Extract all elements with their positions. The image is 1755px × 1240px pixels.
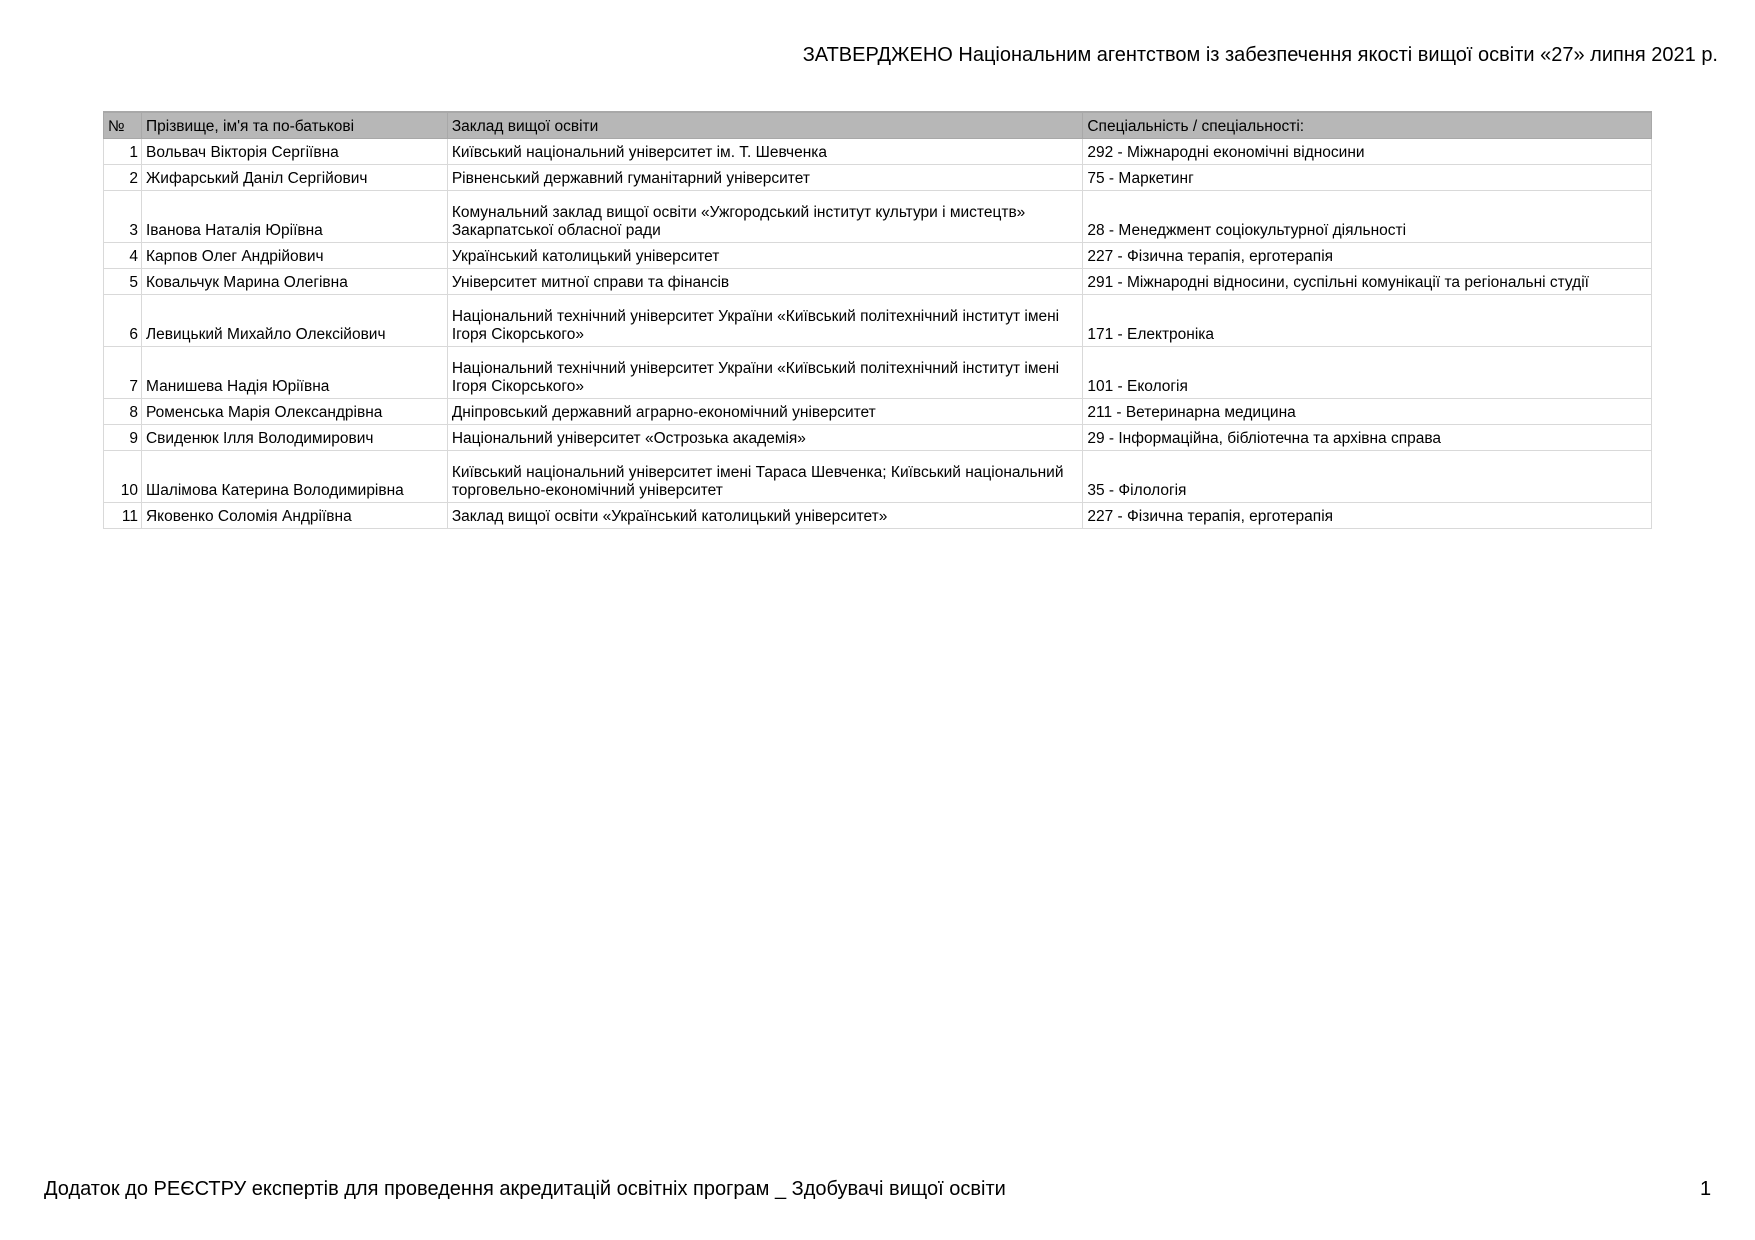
row-number: 2 [104, 165, 142, 191]
expert-name: Шалімова Катерина Володимирівна [141, 451, 447, 503]
table-header-row [104, 112, 1652, 139]
footer-caption: Додаток до РЕЄСТРУ експертів для проведення акредитацій освітніх програм _ Здобувачі вищої освіти [44, 1178, 1006, 1200]
institution: Національний університет «Острозька академія» [447, 425, 1083, 451]
table-row [104, 503, 1652, 529]
institution: Київський національний університет ім. Т. Шевченка [447, 139, 1083, 165]
expert-name: Свиденюк Ілля Володимирович [141, 425, 447, 451]
institution: Університет митної справи та фінансів [447, 269, 1083, 295]
expert-name: Жифарський Даніл Сергійович [141, 165, 447, 191]
row-number: 1 [104, 139, 142, 165]
table-row [104, 139, 1652, 165]
page-number: 1 [1700, 1178, 1712, 1200]
specialty: 28 - Менеджмент соціокультурної діяльності [1083, 191, 1652, 243]
institution: Український католицький університет [447, 243, 1083, 269]
row-number: 3 [104, 191, 142, 243]
institution: Рівненський державний гуманітарний університет [447, 165, 1083, 191]
expert-name: Роменська Марія Олександрівна [141, 399, 447, 425]
table-row [104, 269, 1652, 295]
row-number: 11 [104, 503, 142, 529]
specialty: 227 - Фізична терапія, ерготерапія [1083, 503, 1652, 529]
table-row [104, 399, 1652, 425]
row-number: 6 [104, 295, 142, 347]
expert-name: Ковальчук Марина Олегівна [141, 269, 447, 295]
row-number: 10 [104, 451, 142, 503]
specialty: 29 - Інформаційна, бібліотечна та архівна справа [1083, 425, 1652, 451]
experts-table [103, 111, 1652, 529]
institution: Дніпровський державний аграрно-економічний університет [447, 399, 1083, 425]
table-row [104, 347, 1652, 399]
column-header-number: № [104, 112, 142, 139]
row-number: 7 [104, 347, 142, 399]
specialty: 291 - Міжнародні відносини, суспільні комунікації та регіональні студії [1083, 269, 1652, 295]
table-row [104, 165, 1652, 191]
expert-name: Яковенко Соломія Андріївна [141, 503, 447, 529]
specialty: 171 - Електроніка [1083, 295, 1652, 347]
column-header-institution: Заклад вищої освіти [447, 112, 1083, 139]
institution: Комунальний заклад вищої освіти «Ужгородський інститут культури і мистецтв» Закарпатської обласної ради [447, 191, 1083, 243]
table-row [104, 451, 1652, 503]
row-number: 4 [104, 243, 142, 269]
table-row [104, 425, 1652, 451]
institution: Національний технічний університет України «Київський політехнічний інститут імені Ігоря Сікорського» [447, 295, 1083, 347]
specialty: 101 - Екологія [1083, 347, 1652, 399]
column-header-specialty: Спеціальність / спеціальності: [1083, 112, 1652, 139]
row-number: 5 [104, 269, 142, 295]
institution: Національний технічний університет України «Київський політехнічний інститут імені Ігоря Сікорського» [447, 347, 1083, 399]
expert-name: Левицький Михайло Олексійович [141, 295, 447, 347]
expert-name: Манишева Надія Юріївна [141, 347, 447, 399]
row-number: 8 [104, 399, 142, 425]
specialty: 227 - Фізична терапія, ерготерапія [1083, 243, 1652, 269]
institution: Заклад вищої освіти «Український католицький університет» [447, 503, 1083, 529]
specialty: 292 - Міжнародні економічні відносини [1083, 139, 1652, 165]
expert-name: Карпов Олег Андрійович [141, 243, 447, 269]
expert-name: Іванова Наталія Юріївна [141, 191, 447, 243]
column-header-name: Прізвище, ім'я та по-батькові [141, 112, 447, 139]
institution: Київський національний університет імені Тараса Шевченка; Київський національний торговельно-економічний університет [447, 451, 1083, 503]
table-row [104, 295, 1652, 347]
specialty: 211 - Ветеринарна медицина [1083, 399, 1652, 425]
specialty: 75 - Маркетинг [1083, 165, 1652, 191]
specialty: 35 - Філологія [1083, 451, 1652, 503]
row-number: 9 [104, 425, 142, 451]
table-row [104, 191, 1652, 243]
table-row [104, 243, 1652, 269]
expert-name: Вольвач Вікторія Сергіївна [141, 139, 447, 165]
approval-title: ЗАТВЕРДЖЕНО Національним агентством із забезпечення якості вищої освіти «27» липня 2021 р. [802, 44, 1718, 66]
